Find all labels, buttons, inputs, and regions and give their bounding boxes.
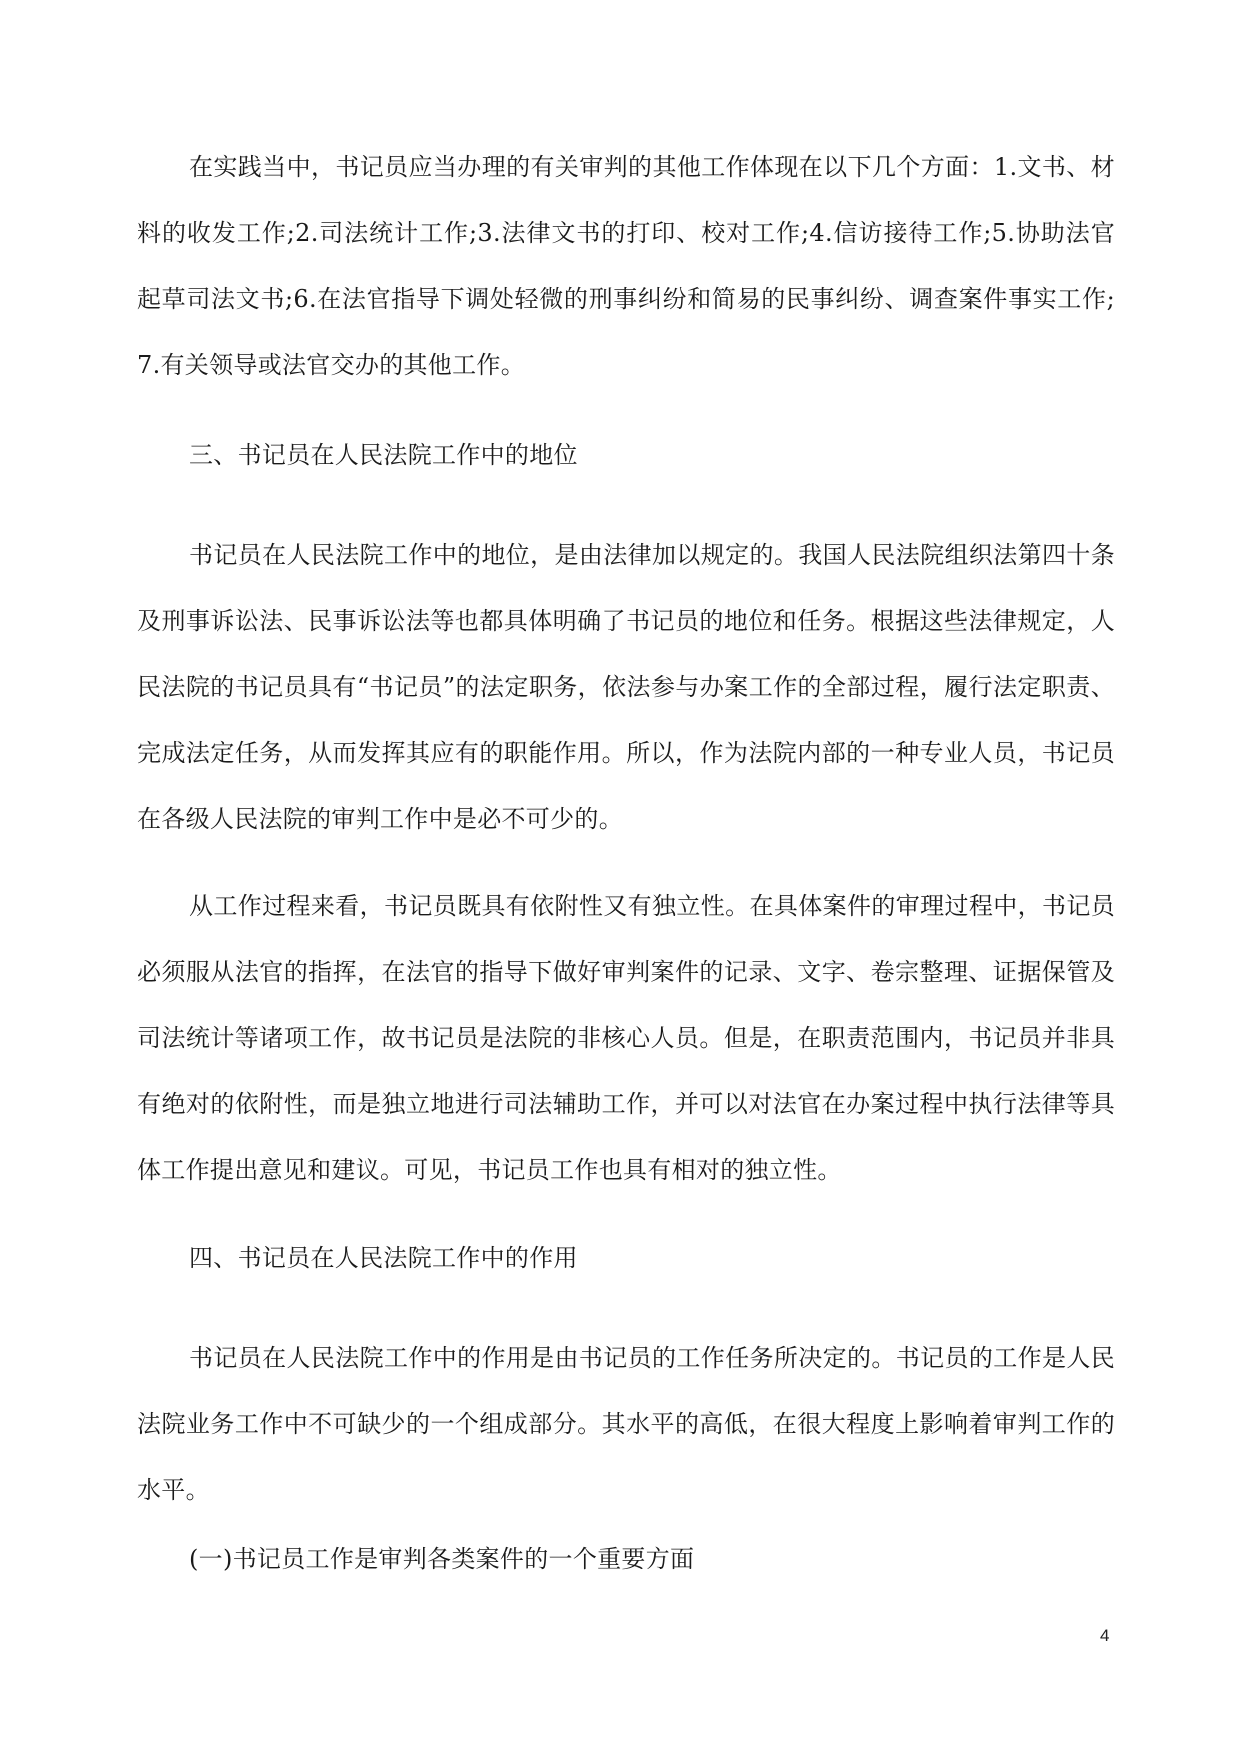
subsection-heading-1: (一)书记员工作是审判各类案件的一个重要方面 (189, 1545, 695, 1573)
section-heading-status: 三、书记员在人民法院工作中的地位 (189, 441, 578, 469)
paragraph-dependence-independence: 从工作过程来看，书记员既具有依附性又有独立性。在具体案件的审理过程中，书记员必须服从法官的指挥，在法官的指导下做好审判案件的记录、文字、卷宗整理、证据保管及司法统计等诸项工作，故书记员是法院的非核心人员。但是，在职责范围内，书记员并非具有绝对的依附性，而是独立地进行司法辅助工作，并可以对法官在办案过程中执行法律等具体工作提出意见和建议。可见，书记员工作也具有相对的独立性。 (137, 892, 1115, 1184)
page-number: 4 (1100, 1626, 1110, 1645)
paragraph-legal-status: 书记员在人民法院工作中的地位，是由法律加以规定的。我国人民法院组织法第四十条及刑事诉讼法、民事诉讼法等也都具体明确了书记员的地位和任务。根据这些法律规定，人民法院的书记员具有“书记员”的法定职务，依法参与办案工作的全部过程，履行法定职责、完成法定任务，从而发挥其应有的职能作用。所以，作为法院内部的一种专业人员，书记员在各级人民法院的审判工作中是必不可少的。 (137, 541, 1115, 833)
section-heading-role: 四、书记员在人民法院工作中的作用 (189, 1244, 578, 1272)
paragraph-role-description: 书记员在人民法院工作中的作用是由书记员的工作任务所决定的。书记员的工作是人民法院业务工作中不可缺少的一个组成部分。其水平的高低，在很大程度上影响着审判工作的水平。 (137, 1344, 1115, 1504)
paragraph-other-duties: 在实践当中，书记员应当办理的有关审判的其他工作体现在以下几个方面：1.文书、材料的收发工作;2.司法统计工作;3.法律文书的打印、校对工作;4.信访接待工作;5.协助法官起草司法文书;6.在法官指导下调处轻微的刑事纠纷和简易的民事纠纷、调查案件事实工作;7.有关领导或法官交办的其他工作。 (137, 153, 1115, 379)
